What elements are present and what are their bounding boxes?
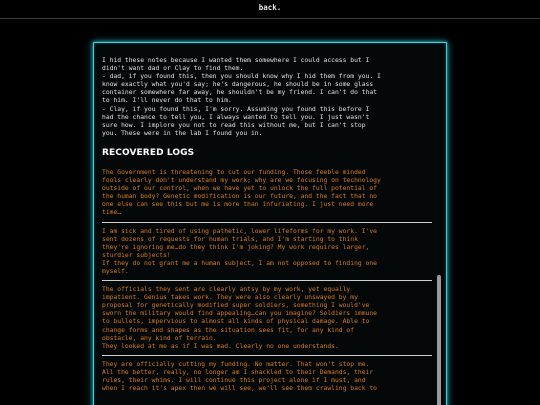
- log-divider: [102, 280, 432, 281]
- log-divider: [102, 355, 432, 356]
- recovered-logs-heading: RECOVERED LOGS: [102, 147, 195, 158]
- personal-note: I hid these notes because I wanted them somewhere I could access but I didn't want dad or Clay to find them. - dad, if you found this, then you should know why I hid them from you. I know exactly what you'd say; he's dangerous, he should be in some glass container somewhere far away, he shouldn't be my friend. I can't do that to him. I'll never do that to him. - Clay, if you found this, I'm sorry. Assuming you found this before I had the chance to tell you, I always wanted to tell you. I just wasn't sure how. I implore you not to read this without me, but I can't stop you. These were in the lab I found you in.: [102, 57, 381, 137]
- log-entry: I am sick and tired of using pathetic, lower lifeforms for my work. I've sent dozens of requests for human trials, and I'm starting to think they're ignoring me…do they think I'm joking? My work requires larger, sturdier subjects! If they do not grant me a human subject, I am not opposed to finding one myself.: [102, 227, 377, 275]
- top-nav-bar: [0, 0, 540, 19]
- scrollbar-thumb[interactable]: [437, 275, 441, 405]
- back-link[interactable]: back.: [258, 3, 282, 12]
- notes-content: [102, 57, 432, 393]
- log-entry: The Government is threatening to cut our funding. Those feeble minded fools clearly don't understand my work; why are we focusing on technology outside of our control, when we have yet to unlock the full potential of the human body? Genetic modification is our future, and the fact that no one else can see this but me is more than infuriating. I just need more time…: [102, 168, 381, 217]
- log-entry: The officials they sent are clearly antsy by my work, yet equally impatient. Genius takes work. They were also clearly unswayed by my proposal for genetically modified super soldiers, something I would've sworn the military would find appealing…can you imagine? Soldiers immune to bullets, impervious to almost all kinds of physical damage. Able to change forms and shapes as the situation sees fit, for any kind of obstacle, any kind of terrain. They looked at me as if I was mad. Clearly no one understands.: [102, 286, 377, 350]
- log-divider: [102, 222, 432, 223]
- notes-panel: [93, 42, 447, 405]
- log-entry: They are officially cutting my funding. No matter. That won't stop me. All the better, really, no longer am I shackled to their Demands, their rules, their whims. I will continue this project alone if I must, and when I reach it's apex then we will see, we'll see them crawling back to: [102, 360, 377, 393]
